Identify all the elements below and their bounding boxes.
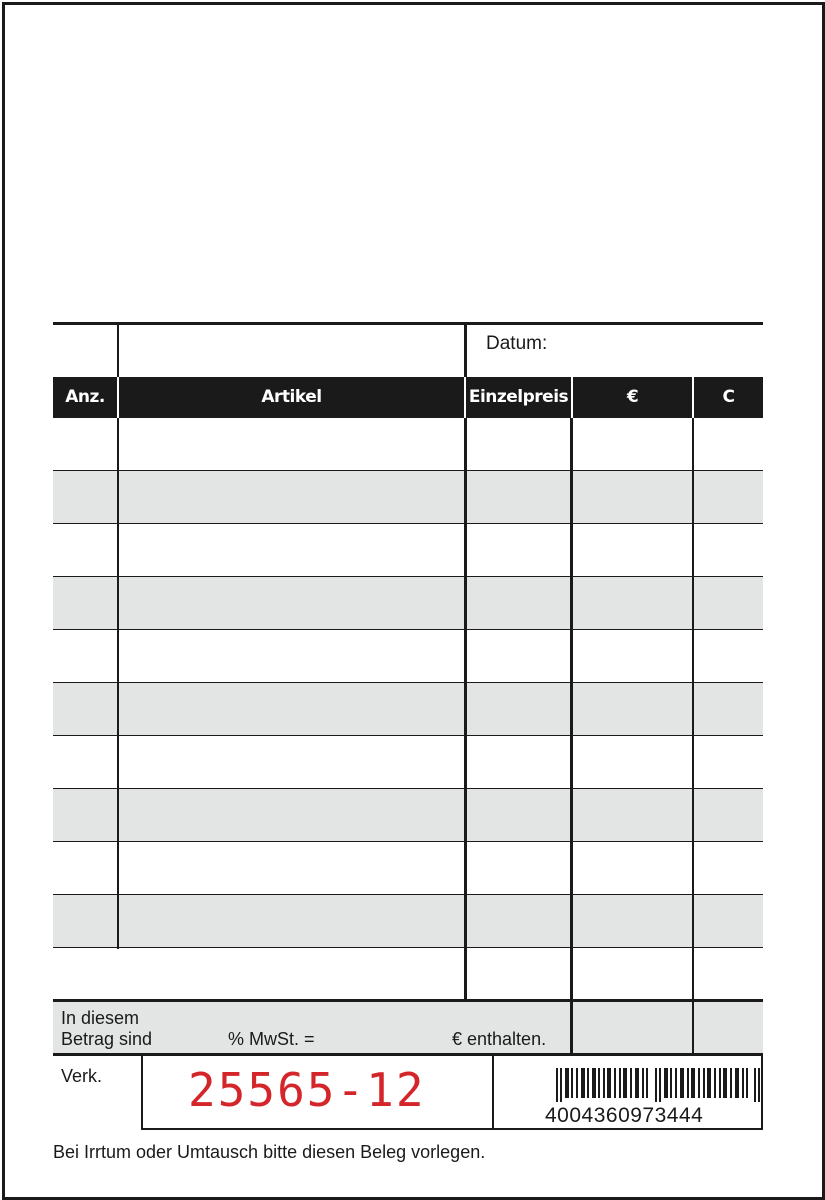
table-row [53,948,763,1001]
footer-note: Bei Irrtum oder Umtausch bitte diesen Beleg vorlegen. [53,1142,486,1162]
col-header-quantity: Anz. [65,387,105,407]
vat-top-rule [53,999,763,1002]
seller-label: Verk. [61,1066,103,1086]
col-header-unit-price: Einzelpreis [468,387,569,407]
date-label: Datum: [486,333,548,354]
vat-text-line2: Betrag sind [61,1029,153,1049]
vat-percent-label: % MwSt. = [228,1029,315,1049]
vat-text-line1: In diesem [61,1008,140,1028]
vat-row [53,1001,763,1054]
table-row [53,895,763,948]
table-header [53,377,763,418]
table-row [53,842,763,895]
top-divider-left [117,323,119,378]
table-row [53,630,763,683]
top-rule [53,322,763,325]
bottom-rule [53,1053,763,1056]
table-row [53,789,763,842]
barcode-number: 4004360973444 [545,1104,704,1127]
col-header-euro: € [626,387,639,407]
top-divider-right [464,323,467,378]
table-row [53,577,763,630]
serial-number: 25565-12 [188,1063,426,1117]
table-row [53,736,763,789]
table-row [53,418,763,471]
barcode [556,1068,760,1102]
table-row [53,471,763,524]
col-header-cent: C [722,387,735,407]
col-header-article: Artikel [261,387,322,407]
vat-included-label: € enthalten. [452,1029,547,1049]
table-row [53,683,763,736]
table-row [53,524,763,577]
